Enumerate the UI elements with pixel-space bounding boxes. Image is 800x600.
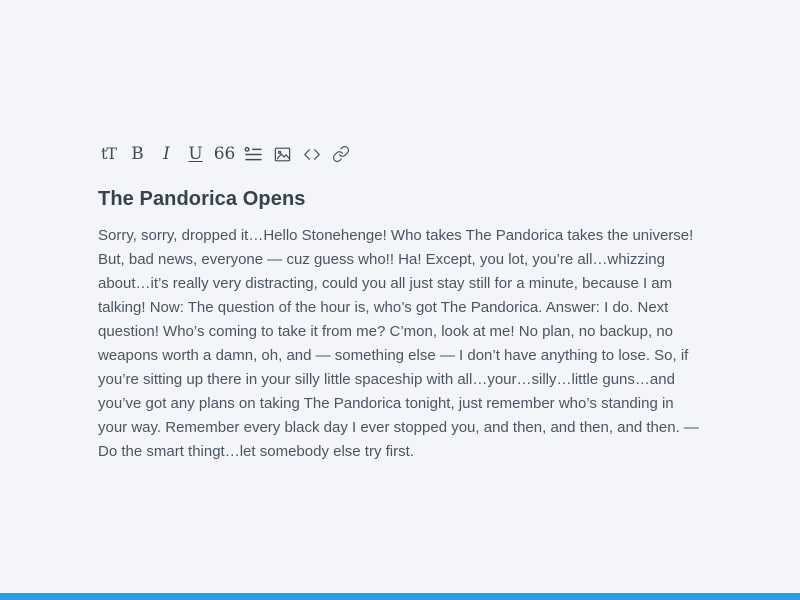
bold-button[interactable] [127, 142, 148, 166]
link-button[interactable] [330, 142, 351, 166]
bold-icon: B [131, 143, 144, 164]
text-size-icon: tT [100, 144, 117, 163]
image-icon [273, 145, 292, 164]
formatting-toolbar [98, 142, 702, 166]
code-button[interactable] [301, 142, 322, 166]
link-icon [332, 145, 350, 163]
underline-button[interactable] [185, 142, 206, 166]
image-button[interactable] [272, 142, 293, 166]
bottom-accent-bar [0, 593, 800, 600]
italic-icon: I [163, 143, 170, 164]
italic-button[interactable] [156, 142, 177, 166]
bullet-list-button[interactable] [243, 142, 264, 166]
quote-icon: 66 [213, 143, 236, 164]
editor-content [98, 142, 702, 464]
text-size-button[interactable] [98, 142, 119, 166]
bullet-list-icon [244, 145, 263, 164]
underline-icon: U [188, 143, 203, 164]
quote-button[interactable] [214, 142, 235, 166]
post-body[interactable]: Sorry, sorry, dropped it…Hello Stonehenge! Who takes The Pandorica takes the universe! But, bad news, everyone — cuz guess who!! Ha! Except, you lot, you’re all…whizzing about…it’s really very distracting, could you all just stay still for a minute, because I am talking! Now: The question of the hour is, who’s got The Pandorica. Answer: I do. Next question! Who’s coming to take it from me? C’mon, look at me! No plan, no backup, no weapons worth a damn, oh, and — something else — I don’t have anything to lose. So, if you’re sitting up there in your silly little spaceship with all…your…silly…little guns…and you’ve got any plans on taking The Pandorica tonight, just remember who’s standing in your way. Remember every black day I ever stopped you, and then, and then, and then. — Do the smart thingt…let somebody else try first. [98, 227, 699, 460]
post-title[interactable]: The Pandorica Opens [98, 188, 306, 210]
code-icon [302, 145, 322, 164]
